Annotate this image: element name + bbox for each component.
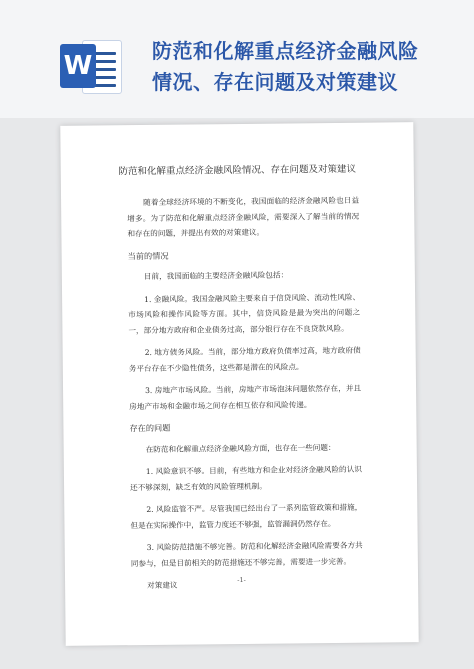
- body-paragraph: 1. 风险意识不够。目前，有些地方和企业对经济金融风险的认识还不够深刻，缺乏有效的风险管理机制。: [130, 464, 362, 492]
- body-paragraph: 随着全球经济环境的不断变化，我国面临的经济金融风险也日益增多。为了防范和化解重点经济金融风险，需要深入了解当前的情况和存在的问题，并提出有效的对策建议。: [127, 195, 360, 239]
- word-document-icon: [60, 38, 122, 94]
- header-banner: [0, 0, 474, 118]
- page-title: [152, 36, 462, 98]
- section-heading: 当前的情况: [127, 250, 169, 261]
- body-paragraph: 2. 风险监管不严。尽管我国已经出台了一系列监管政策和措施，但是在实际操作中，监管力度还不够强，监管漏洞仍然存在。: [130, 502, 363, 530]
- title-line-1: 防范和化解重点经济金融风险: [152, 39, 419, 63]
- title-line-2: 情况、存在问题及对策建议: [152, 70, 398, 94]
- document-title: 防范和化解重点经济金融风险情况、存在问题及对策建议: [118, 163, 357, 178]
- body-paragraph: 在防范和化解重点经济金融风险方面，也存在一些问题：: [145, 442, 336, 454]
- document-body: [127, 193, 363, 601]
- body-paragraph: 3. 房地产市场风险。当前，房地产市场泡沫问题依然存在，并且房地产市场和金融市场之间存在相互依存和风险传递。: [129, 383, 362, 411]
- body-paragraph: 目前，我国面临的主要经济金融风险包括：: [143, 270, 289, 281]
- body-paragraph: 1. 金融风险。我国金融风险主要来自于信贷风险、流动性风险、市场风险和操作风险等方面。其中，信贷风险是最为突出的问题之一，部分地方政府和企业债务过高，部分银行存在不良贷款风险。: [128, 292, 361, 335]
- body-paragraph: 3. 风险防范措施不够完善。防范和化解经济金融风险需要各方共同参与，但是目前相关的防范措施还不够完善，需要进一步完善。: [130, 540, 363, 568]
- word-letter-badge: W: [60, 44, 96, 88]
- document-page: [60, 122, 418, 646]
- section-heading: 存在的问题: [129, 422, 171, 434]
- document-lines-shape: [94, 52, 116, 92]
- body-paragraph: 2. 地方债务风险。当前，部分地方政府负债率过高，地方政府债务平台存在不少隐性债务，这些都是潜在的风险点。: [128, 345, 361, 373]
- body-paragraph: 对策建议: [147, 580, 178, 590]
- page-number: -1-: [237, 575, 246, 585]
